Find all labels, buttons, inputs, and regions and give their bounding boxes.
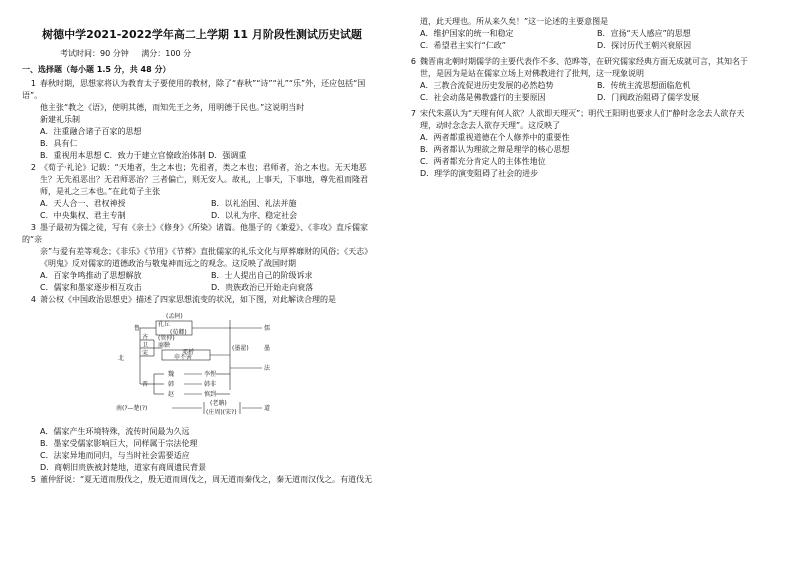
question-1: 1 春秋时期，思想家将认为教育太子要使用的教材，除了“春秋”“诗”“礼”“乐”外，还应包括“国语”。 他主张“教之《语》，使明其德，而知先王之务，用明德于民也。”这说明当时 新建礼乐制 A．注重融合诸子百家的思想 B．具有仁 B．重视用本思想 C．致力于建立官僚政治体制 D．强调重 xyxy=(22,79,366,160)
diagram-kongzi: 孔丘 xyxy=(158,321,171,328)
diagram-xunzi: (荀卿) xyxy=(170,329,187,336)
diagram-mozi: (墨翟) xyxy=(232,345,249,352)
diagram-jin: 晋 xyxy=(142,381,149,388)
diagram-liku: 李悝 xyxy=(204,371,217,378)
exam-time: 考试时间：90 分钟 xyxy=(60,49,129,58)
question-2: 2 《荀子·礼论》记载：“天地者，生之本也；先祖者，类之本也；君师者，治之本也。无天地恶 生？无先祖恶出？无君师恶治？三者偏亡，则无安人。故礼，上事天，下事地，尊先祖而隆君 师，是礼之三本也。”在此荀子主张 A．天人合一、君权神授 B．以礼治国、礼法并施 C．中央集权、君主专制 D．以礼为序、稳定社会 xyxy=(30,163,368,220)
diagram-mengzi: (孟轲) xyxy=(166,313,183,320)
diagram-wei2: 魏 xyxy=(168,371,175,378)
question-7: 7 宋代朱熹认为“天理有何人欲？人欲即天理灭”；明代王阳明也要求人们“静时念念去人欲存天 理，动时念念去人欲存天理”。这反映了 A．两者都重视道德在个人修养中的重要性 B．两者都认为理欲之辩是理学的核心思想 C．两者都充分肯定人的主体性地位 D．理学的演变阻碍了社会的进步 xyxy=(410,109,745,178)
diagram-mo: 墨 xyxy=(264,345,271,352)
diagram-guanzhong: (管仲) xyxy=(158,335,175,342)
lineage-svg xyxy=(112,310,312,418)
diagram-fa: 法 xyxy=(264,365,271,372)
question-6: 6 魏晋南北朝时期儒学的主要代表作不多、范晔等，在研究儒家经典方面无成就可言，其知名于 世，是因为是站在儒家立场上对佛教进行了批判，这一现象说明 A．三教合流促进历史发展的必然趋势 B．传统主流思想面临危机 C．社会动荡是佛教盛行的主要原因 D．门阀政治阻碍了儒学发展 xyxy=(410,57,748,102)
question-5-continued: 道，此天理也。所从来久矣！”这一论述的主要意图是 xyxy=(420,17,609,26)
question-5: 5 董仲舒说：“夏无道而殷伐之，殷无道而周伐之，周无道而秦伐之，秦无道而汉伐之。有道伐无 xyxy=(30,475,373,484)
thought-lineage-diagram xyxy=(112,310,382,422)
diagram-shangyang: 商鞅 xyxy=(158,342,171,349)
diagram-shendao: 慎到 xyxy=(204,391,217,398)
exam-score: 满分：100 分 xyxy=(141,49,192,58)
section-heading: 一、选择题（每小题 1.5 分，共 48 分） xyxy=(22,65,171,74)
diagram-lu: 鲁 xyxy=(134,325,141,332)
diagram-dao: 道 xyxy=(264,405,271,412)
diagram-qi: 齐 xyxy=(142,334,149,341)
diagram-wei: 卫 xyxy=(142,342,149,349)
exam-meta xyxy=(60,48,382,60)
diagram-han: 韩 xyxy=(168,381,175,388)
exam-title: 树德中学2021-2022学年高二上学期 11 月阶段性测试历史试题 xyxy=(42,28,362,41)
diagram-zhuangzhou: (庄周)(宋?) xyxy=(206,409,237,416)
diagram-song: 宋 xyxy=(142,350,149,357)
question-3: 3 墨子最初为儒之徒，写有《亲士》《修身》《所染》诸篇。他墨子的《兼爱》、《非攻》直斥儒家的“亲 亲”与爱有差等观念；《非乐》《节用》《节葬》直批儒家的礼乐文化与厚葬靡财的风俗；《天志》 《明鬼》反对儒家的道德政治与敬鬼神而远之的观念。这反映了战国时期 A．百家争鸣推动了思想解放 B．士人提出自己的阶级诉求 C．儒家和墨家逐步相互攻击 D．贵族政治已开始走向衰落 xyxy=(22,223,373,292)
diagram-hanfei: 韩非 xyxy=(204,381,217,388)
diagram-shenbuhai: 申不害 xyxy=(174,354,193,361)
diagram-dengxi: 邓析 xyxy=(182,349,195,356)
diagram-laozi: (老聃) xyxy=(210,400,227,407)
diagram-ru: 儒 xyxy=(264,325,271,332)
right-column: 道，此天理也。所从来久矣！”这一论述的主要意图是 A．维护国家的统一和稳定 B．宣扬“天人感应”的思想 C．希望君主实行“仁政” D．探讨历代王朝兴衰原因 6 魏晋南北朝时期儒学的主要代表作不多、范晔等，在研究儒家经典方面无成就可言，其知名于 世，是因为是站在儒家立场上对佛教进行了批判，这一现象说明 A．三教合流促进历史发展的必然趋势 B．传统主流思想面临危机 C．社会动荡是佛教盛行的主要原因 D．门阀政治阻碍了儒学发展 7 宋代朱熹认为“天理有何人欲？人欲即天理灭”；明代王阳明也要求人们“静时念念去人欲存天 理，动时念念去人欲存天理”。这反映了 A．两者都重视道德在个人修养中的重要性 B．两者都认为理欲之辩是理学的核心思想 C．两者都充分肯定人的主体性地位 D．理学的演变阻碍了社会的进步 xyxy=(402,16,774,180)
question-4: 4 萧公权《中国政治思想史》描述了四家思想流变的状况，如下图，对此解读合理的是 鲁 孔丘 (孟轲) (荀卿) 儒 齐 (管仲) 卫 商鞅 宋 邓析 申不害 北 法 晋 魏 韩 赵 李悝 韩非 慎到 南(?—楚(?) (老聃) (庄周)(宋?) 道 墨 (墨翟) A．儒家产生环境特殊，流传时间最为久远 B．墨家受儒家影响巨大，同样属于宗法伦理 C．法家异地而同归，与当时社会需要适应 D．商朝旧贵族被封楚地，道家有商周遗民背景 xyxy=(22,294,382,474)
diagram-zhao: 赵 xyxy=(168,391,175,398)
diagram-north: 北 xyxy=(118,355,125,362)
left-column xyxy=(22,0,382,486)
diagram-south: 南(?—楚(?) xyxy=(116,405,148,412)
